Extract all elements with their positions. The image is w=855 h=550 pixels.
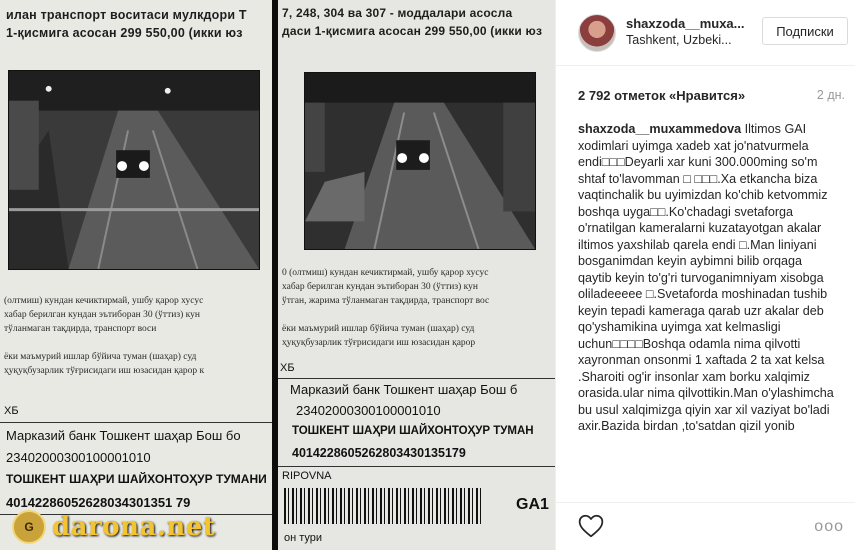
doc-header-line: илан транспорт воситаси мулкдори Т xyxy=(6,8,247,22)
doc-body-line: хабар берилган кундан эътиборан 30 (ўттиз) кун xyxy=(4,310,200,320)
doc-footer-text: он тури xyxy=(284,532,323,544)
doc-code: 4014228605262803430135179 xyxy=(292,446,466,460)
doc-rule xyxy=(278,378,555,379)
document-right xyxy=(278,0,555,550)
caption-username[interactable]: shaxzoda__muxammedova xyxy=(578,122,742,136)
heart-icon[interactable] xyxy=(578,514,604,538)
doc-header-line: 1-қисмига асосан 299 550,00 (икки юз xyxy=(6,26,243,40)
more-options-icon[interactable]: ooo xyxy=(814,518,844,535)
doc-plate: GA1 xyxy=(516,496,549,513)
doc-bank-name: Марказий банк Тошкент шаҳар Бош б xyxy=(290,382,518,397)
post-header xyxy=(556,0,855,66)
watermark xyxy=(12,510,215,544)
doc-header-line: 7, 248, 304 ва 307 - моддалари асосла xyxy=(282,6,513,20)
doc-district: ТОШКЕНТ ШАҲРИ ШАЙХОНТОҲУР ТУМАНИ xyxy=(6,472,267,486)
doc-section-label: ХБ xyxy=(280,362,295,374)
post-caption xyxy=(578,121,836,491)
doc-body-line: ўтган, жарима тўланмаган тақдирда, транспорт вос xyxy=(282,296,490,306)
doc-body-line: (олтмиш) кундан кечиктирмай, ушбу қарор хусус xyxy=(4,296,204,306)
camera-snapshot xyxy=(8,70,260,270)
post-date[interactable]: 2 дн. xyxy=(816,88,845,102)
doc-bottom-label: RIPOVNA xyxy=(282,470,332,482)
doc-bank-name: Марказий банк Тошкент шаҳар Бош бо xyxy=(6,428,241,443)
avatar[interactable] xyxy=(578,14,616,52)
doc-header-line: даси 1-қисмига асосан 299 550,00 (икки юз xyxy=(282,24,543,38)
post-actions xyxy=(556,502,855,550)
doc-section-label: ХБ xyxy=(4,405,19,417)
post-sidebar xyxy=(555,0,855,550)
doc-body-line: ёки маъмурий ишлар бўйича туман (шаҳар) суд xyxy=(282,324,475,334)
doc-body-line: тўланмаган тақдирда, транспорт воси xyxy=(4,324,157,334)
doc-rule xyxy=(278,466,555,467)
follow-button[interactable]: Подписки xyxy=(762,17,848,45)
doc-rule xyxy=(0,422,272,423)
doc-account-number: 23402000300100001010 xyxy=(6,450,151,465)
watermark-logo: G xyxy=(12,510,46,544)
doc-account-number: 23402000300100001010 xyxy=(296,403,441,418)
doc-body-line: ҳуқуқбузарлик тўғрисидаги иш юзасидан қарор xyxy=(282,338,476,348)
watermark-site: darona.net xyxy=(52,512,216,542)
doc-district: ТОШКЕНТ ШАҲРИ ШАЙХОНТОҲУР ТУМАН xyxy=(292,425,534,437)
username-link[interactable]: shaxzoda__muxa... xyxy=(626,16,745,31)
doc-body-line: ёки маъмурий ишлар бўйича туман (шаҳар) суд xyxy=(4,352,197,362)
doc-body-line: хабар берилган кундан эътиборан 30 (ўттиз) кун xyxy=(282,282,478,292)
doc-body-line: ҳуқуқбузарлик тўғрисидаги иш юзасидан қарор к xyxy=(4,366,205,376)
caption-text: Iltimos GAI xodimlari uyimga xadeb xat jo'natvurmela endi□□□Deyarli xar kuni 300.000ming so'm shtaf to'lavomman □ □□□.Xa etkancha biza vaqtinchalik bu uyimizdan ko'chib ketvommiz boshqa uyga□□.Ko'chadagi svetaforga o'rnatilgan kameralarni kuzatayotgan akalar iltimos yaxshilab qarela endi □.Man liniyani bosganimdan keyin aybimni bilib orqaga qaytib keyin to'g'ri turvoganimniyam xisobga oliladeeeee □.Svetaforda moshinadan tushib keyin tepadi kameraga qarab uzr akalar deb qo'yshamikina uyimga xat kelmasligi uchun□□□□Boshqa odamla nima qilvotti xayronman onsonmi 1 xaftada 2 ta xat kelsa .Sharoiti og'ir insonlar xam borku xalqimiz orasida.ular nima qilvottikin.Man o'ylashimcha bu usul xalqimizga qiyin xar xil vaziyat bo'ladi axir.Bazida birdan ,to'satdan qizil yonib xyxy=(578,122,834,433)
doc-body-line: 0 (олтмиш) кундан кечиктирмай, ушбу қарор хусус xyxy=(282,268,489,278)
likes-count[interactable]: 2 792 отметок «Нравится» xyxy=(578,88,746,103)
document-left xyxy=(0,0,272,550)
doc-code: 40142286052628034301351 79 xyxy=(6,495,191,510)
barcode xyxy=(284,488,484,524)
location-link[interactable]: Tashkent, Uzbeki... xyxy=(626,33,732,47)
camera-snapshot xyxy=(304,72,536,250)
